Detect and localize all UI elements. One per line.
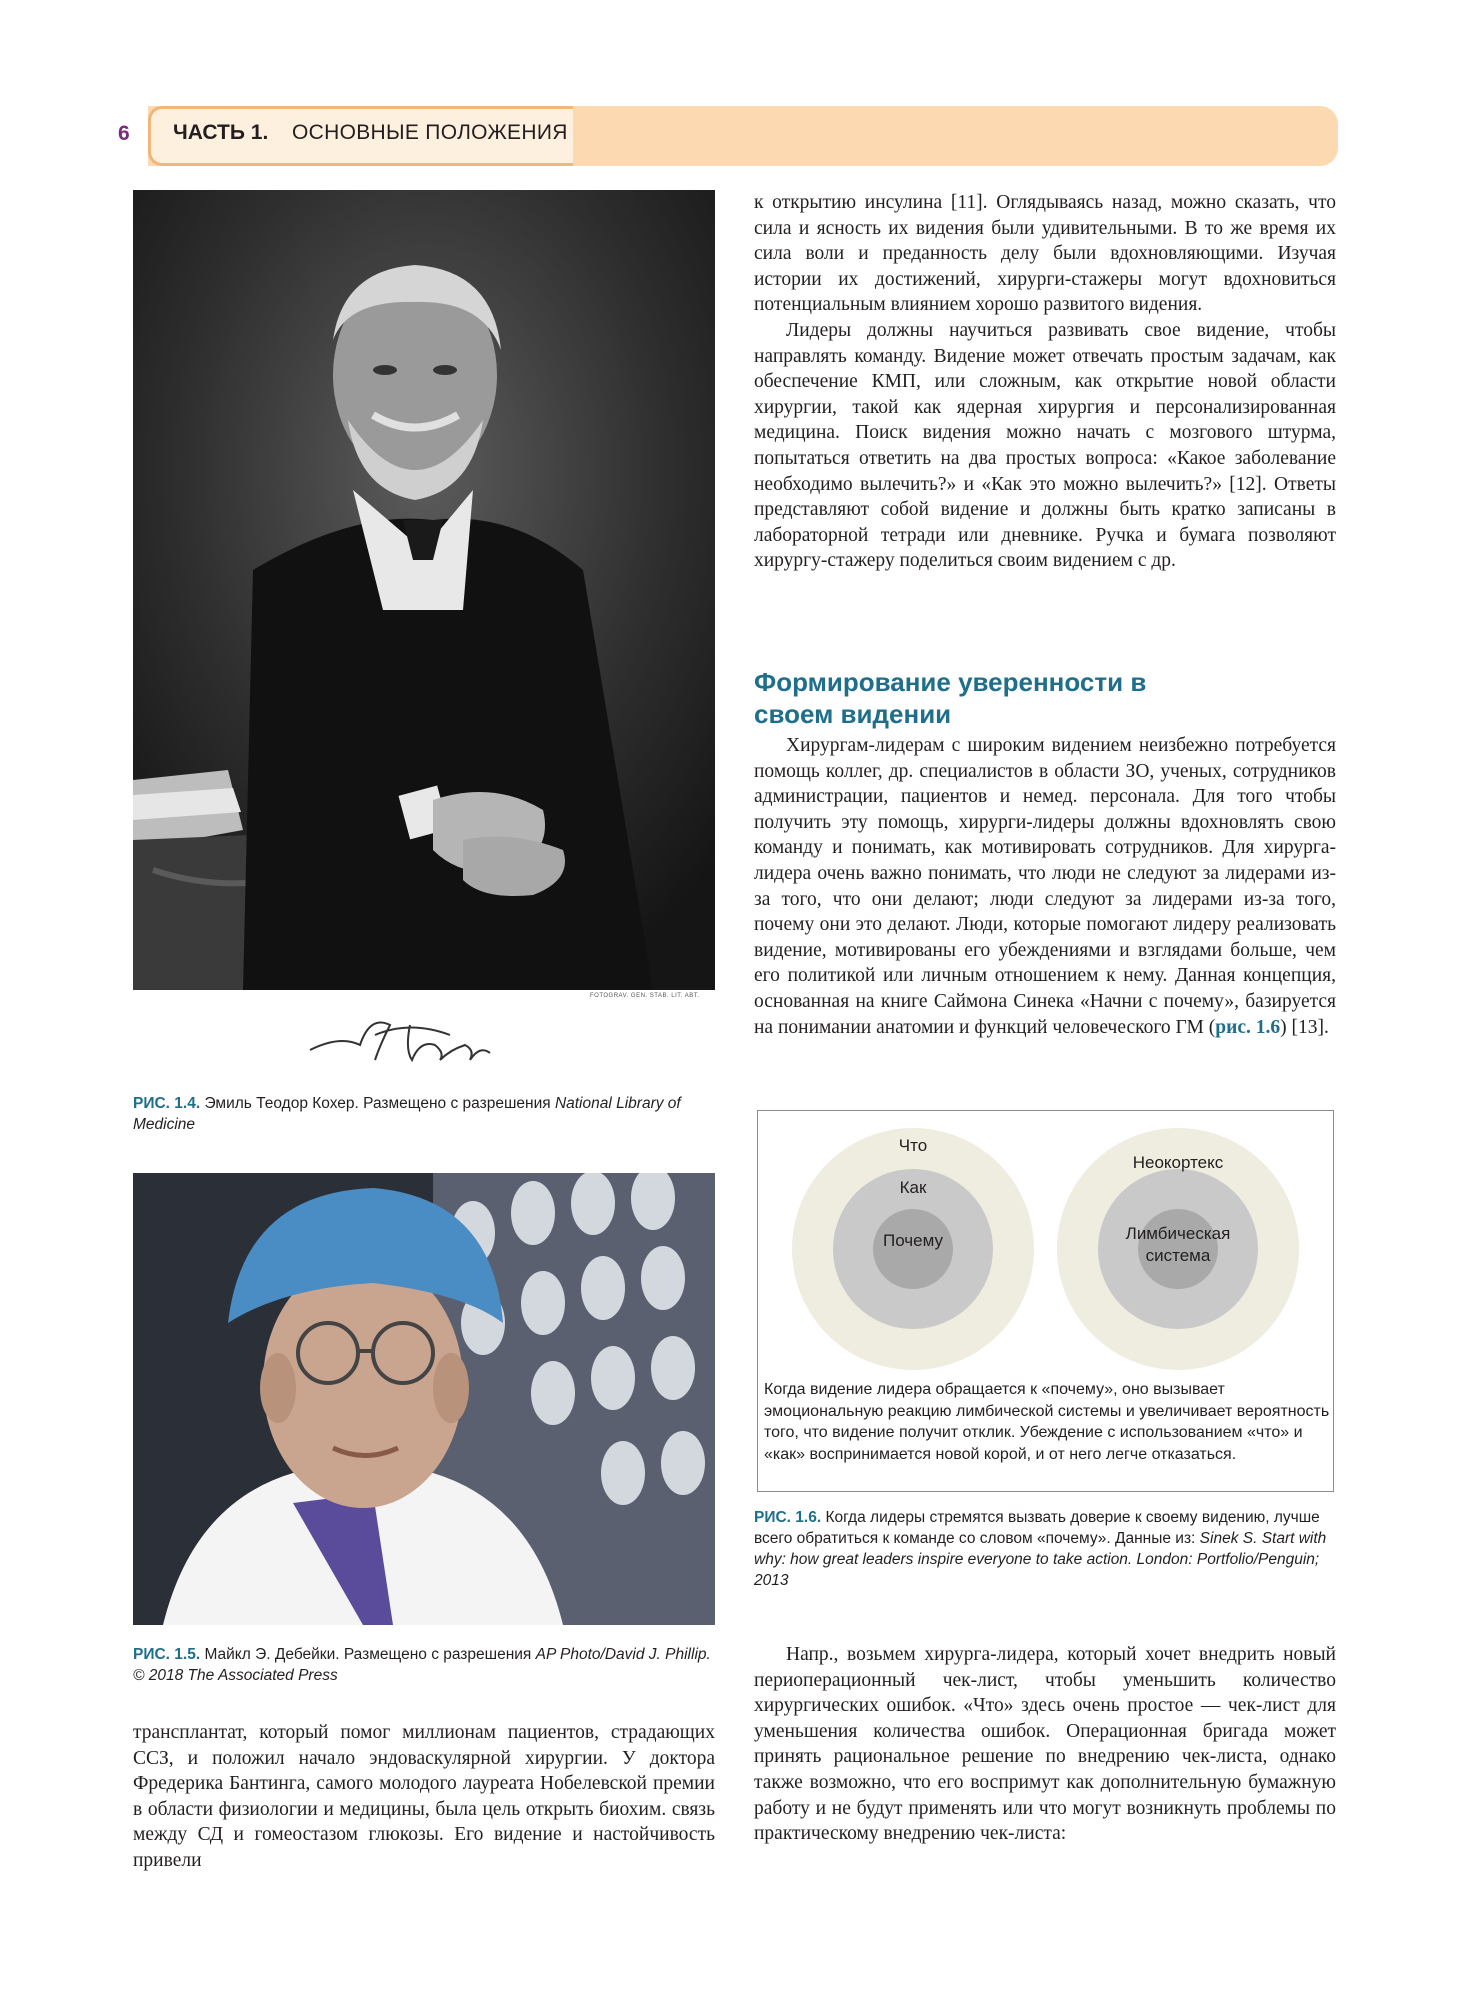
debakey-photo (133, 1173, 715, 1625)
photo-credit: FOTOGRAV. GEN. STAB. LIT. ABT. (590, 993, 700, 999)
figure-1-6-text: Когда лидеры стремятся вызвать доверие к своему видению, лучше всего обратиться к команде со словом «почему». Данные из: (754, 1509, 1320, 1547)
figure-1-6-description: Когда видение лидера обращается к «почему», оно вызывает эмоциональную реакцию лимбической системы и увеличивает вероятность того, что видение получит отклик. Убеждение с использованием «что» и «как» воспринимается новой корой, и от него легче отказаться. (764, 1381, 1330, 1463)
figure-1-4-label: РИС. 1.4. (133, 1095, 201, 1112)
left-paragraph: трансплантат, который помог миллионам пациентов, страдающих ССЗ, и положил начало эндоваскулярной хирургии. У доктора Фредерика Бантинга, самого молодого лауреата Нобелевской премии в области физиологии и медицины, была цель открыть биохим. связь между СД и гомеостазом глюкозы. Его видение и настойчивость привели (133, 1722, 715, 1871)
figure-1-5-caption (133, 1644, 718, 1686)
kocher-photo (133, 190, 715, 990)
right-column-top (754, 190, 1336, 574)
figure-reference-link[interactable]: рис. 1.6 (1215, 1016, 1281, 1038)
paragraph-4: Напр., возьмем хирурга-лидера, который хочет внедрить новый периоперационный чек-лист, чтобы уменьшить количество хирургических ошибок. «Что» здесь очень простое — чек-лист для уменьшения количества ошибок. Операционная бригада может принять рациональное решение по внедрению чек-листа, однако также возможно, что его воспримут как дополнительную бумажную работу и не будут применять или что могут возникнуть проблемы по практическому внедрению чек-листа: (754, 1644, 1336, 1845)
paragraph-3 (754, 733, 1336, 1040)
label-limbic-2: система (1145, 1246, 1211, 1265)
figure-1-6-label: РИС. 1.6. (754, 1509, 822, 1526)
section-heading: Формирование уверенности в своем видении (754, 667, 1147, 729)
figure-1-5-copyright: . © 2018 The Associated Press (133, 1646, 711, 1684)
part-title: ОСНОВНЫЕ ПОЛОЖЕНИЯ (292, 121, 568, 144)
paragraph-3-end: ) [13]. (1280, 1016, 1329, 1038)
figure-1-4-caption (133, 1093, 718, 1135)
label-why: Почему (883, 1231, 943, 1250)
right-column-bottom (754, 1642, 1336, 1847)
figure-1-5-source: AP Photo/David J. Phillip (535, 1646, 707, 1663)
paragraph-1: к открытию инсулина [11]. Оглядываясь назад, можно сказать, что сила и ясность их видения были удивительными. В то же время их сила воли и преданность делу были вдохновляющими. Изучая истории их достижений, хирурги-стажеры могут вдохновиться потенциальным влиянием хорошо развитого видения. (754, 192, 1336, 316)
figure-1-6-source: Sinek S. Start with why: how great leaders inspire everyone to take action. London: Portfolio/Penguin; 2013 (754, 1530, 1327, 1589)
paragraph-2: Лидеры должны научиться развивать свое видение, чтобы направлять команду. Видение может отвечать простым задачам, как обеспечение КМП, или сложным, как открытие новой области хирургии, такой как ядерная хирургия и персонализированная медицина. Поиск видения можно начать с мозгового штурма, попытаться ответить на два простых вопроса: «Какое заболевание необходимо вылечить?» и «Как это можно вылечить?» [12]. Ответы представляют собой видение и должны быть кратко записаны в лабораторной тетради или дневнике. Ручка и бумага позволяют хирургу-стажеру поделиться своим видением с др. (754, 319, 1336, 572)
kocher-portrait-illustration (133, 190, 715, 990)
figure-1-4-source: National Library of Medicine (133, 1095, 681, 1133)
right-column-middle (754, 733, 1336, 1040)
paragraph-3-text: Хирургам-лидерам с широким видением неизбежно потребуется помощь коллег, др. специалистов в области ЗО, ученых, сотрудников администрации, пациентов и немед. персонала. Для того чтобы получить эту помощь, хирурги-лидеры должны вдохновлять свою команду и понимать, как мотивировать сотрудников. Для хирурга-лидера очень важно понимать, что люди не следуют за лидерами из-за того, что они делают; люди следуют за лидерами из-за того, почему они это делают. Люди, которые помогают лидеру реализовать видение, мотивированы его убеждениями и взглядами больше, чем его политикой или личным отношением к нему. Данная концепция, основанная на книге Саймона Синека «Начни с почему», базируется на понимании анатомии и функций человеческого ГМ ( (754, 735, 1336, 1038)
part-label: ЧАСТЬ 1. (173, 121, 269, 144)
label-limbic-1: Лимбическая (1125, 1224, 1231, 1243)
label-what: Что (898, 1136, 928, 1155)
debakey-portrait-illustration (133, 1173, 715, 1625)
figure-1-6-caption (754, 1507, 1336, 1591)
left-column-text (133, 1720, 715, 1874)
figure-1-5-text: Майкл Э. Дебейки. Размещено с разрешения (200, 1646, 536, 1663)
figure-1-4-text: Эмиль Теодор Кохер. Размещено с разрешения (200, 1095, 555, 1112)
label-neocortex: Неокортекс (1132, 1153, 1224, 1172)
kocher-signature-icon (300, 1005, 500, 1075)
page-number: 6 (118, 122, 130, 145)
label-how: Как (899, 1178, 927, 1197)
figure-1-5-label: РИС. 1.5. (133, 1646, 201, 1663)
